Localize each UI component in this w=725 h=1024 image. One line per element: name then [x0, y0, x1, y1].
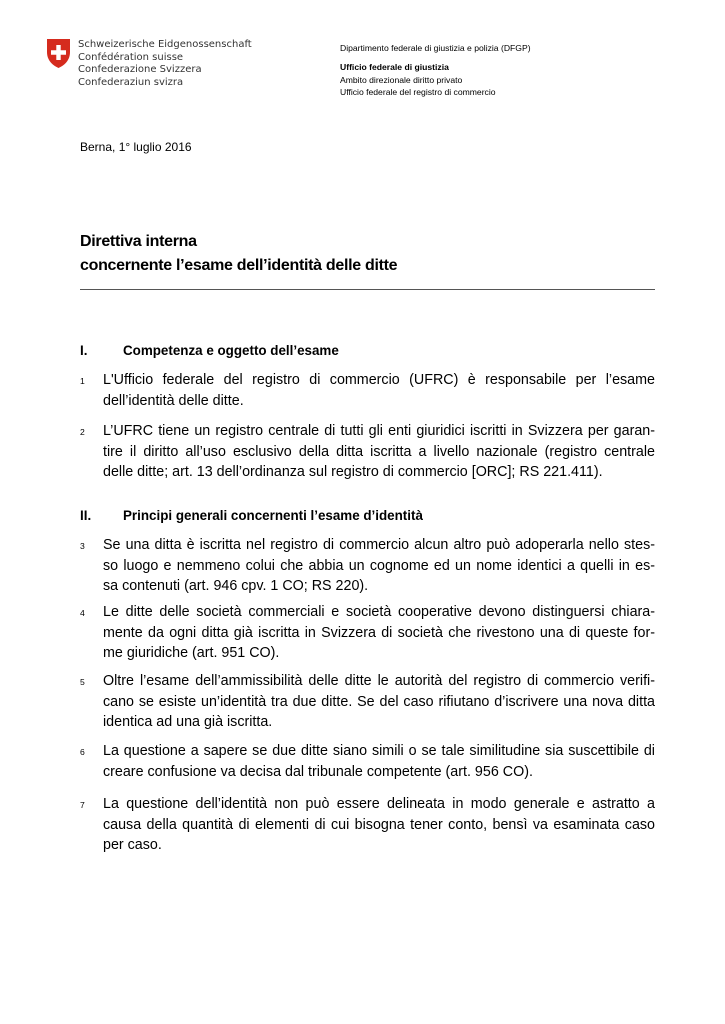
- paragraph-number: 3: [80, 541, 85, 551]
- unit-name: Ufficio federale del registro di commercio: [340, 86, 496, 97]
- paragraph-line: me giuridiche (art. 951 CO).: [103, 645, 280, 661]
- section-title: Principi generali concernenti l’esame d’identità: [123, 508, 423, 523]
- paragraph-line: sa contenuti (art. 946 cpv. 1 CO; RS 220).: [103, 578, 369, 594]
- title-divider: [80, 289, 655, 290]
- paragraph-number: 7: [80, 800, 85, 810]
- paragraph-number: 5: [80, 677, 85, 687]
- paragraph-line: dell’identità delle ditte.: [103, 392, 244, 409]
- paragraph-number: 2: [80, 427, 85, 437]
- name-romansh: Confederaziun svizra: [78, 76, 184, 88]
- paragraph: [80, 535, 655, 597]
- paragraph: [80, 794, 655, 856]
- paragraph-line: per caso.: [103, 837, 162, 853]
- title-line-1: Direttiva interna: [80, 233, 197, 250]
- paragraph-text: [103, 602, 655, 664]
- section-number: I.: [80, 343, 88, 358]
- paragraph-line: cano se esiste un’identità tra due ditte. Se del caso rifiutano d’iscrivere una nova ditta: [103, 693, 655, 710]
- paragraph: [80, 602, 655, 664]
- paragraph-line: La questione dell’identità non può essere delineata in modo generale e astratto a: [103, 796, 655, 812]
- swiss-federal-logo: [45, 38, 252, 89]
- paragraph-line: Oltre l’esame dell’ammissibilità delle ditte le autorità del registro di commercio verifi-: [103, 673, 655, 689]
- office-name: Ufficio federale di giustizia: [340, 62, 449, 73]
- document-date: Berna, 1° luglio 2016: [80, 140, 192, 154]
- confederation-names: [78, 39, 252, 89]
- paragraph-text: [103, 535, 655, 597]
- paragraph-line: mente da ogni ditta già iscritta in Svizzera di società che rivestono una di queste for-: [103, 624, 655, 641]
- title-line-2: concernente l’esame dell’identità delle ditte: [80, 257, 398, 274]
- paragraph-text: [103, 671, 655, 733]
- division-name: Ambito direzionale diritto privato: [340, 74, 463, 85]
- paragraph-line: so luogo e nemmeno colui che abbia un cognome ed un nome identici a quelli in es-: [103, 557, 655, 574]
- name-italian: Confederazione Svizzera: [78, 64, 202, 76]
- paragraph-line: causa della quantità di elementi di cui bisogna tener conto, bensì va esaminata caso: [103, 816, 655, 833]
- paragraph-number: 1: [80, 376, 85, 386]
- paragraph-text: [103, 794, 655, 856]
- name-french: Confédération suisse: [78, 51, 184, 63]
- name-german: Schweizerische Eidgenossenschaft: [78, 39, 252, 50]
- paragraph-text: [103, 370, 655, 411]
- section-number: II.: [80, 508, 92, 523]
- paragraph-line: tire il diritto all’uso esclusivo della ditta iscritta a livello nazionale (registro centrale: [103, 443, 655, 460]
- department-block: [340, 42, 531, 98]
- paragraph-line: La questione a sapere se due ditte siano simili o se tale similitudine sia suscettibile di: [103, 743, 655, 759]
- swiss-shield-icon: [45, 38, 72, 69]
- section-title: Competenza e oggetto dell’esame: [123, 343, 339, 358]
- paragraph-line: L'Ufficio federale del registro di commercio (UFRC) è responsabile per l’esame: [103, 372, 655, 388]
- paragraph-line: creare confusione va decisa dal tribunale competente (art. 956 CO).: [103, 763, 533, 780]
- paragraph-number: 4: [80, 608, 85, 618]
- paragraph-text: [103, 421, 655, 483]
- department-name: Dipartimento federale di giustizia e polizia (DFGP): [340, 43, 531, 53]
- paragraph-line: Se una ditta è iscritta nel registro di commercio alcun altro può adoperarla nello stes-: [103, 537, 655, 553]
- paragraph: [80, 741, 655, 782]
- paragraph: [80, 671, 655, 733]
- paragraph: [80, 370, 655, 411]
- paragraph-text: [103, 741, 655, 782]
- paragraph-line: Le ditte delle società commerciali e società cooperative devono distinguersi chiara-: [103, 604, 655, 620]
- paragraph-line: L’UFRC tiene un registro centrale di tutti gli enti giuridici iscritti in Svizzera per garan-: [103, 423, 655, 439]
- document-title: [80, 230, 655, 278]
- paragraph-line: delle ditte; art. 13 dell’ordinanza sul registro di commercio [ORC]; RS 221.411).: [103, 464, 603, 480]
- paragraph: [80, 421, 655, 483]
- paragraph-number: 6: [80, 747, 85, 757]
- paragraph-line: identica ad una già iscritta.: [103, 714, 273, 730]
